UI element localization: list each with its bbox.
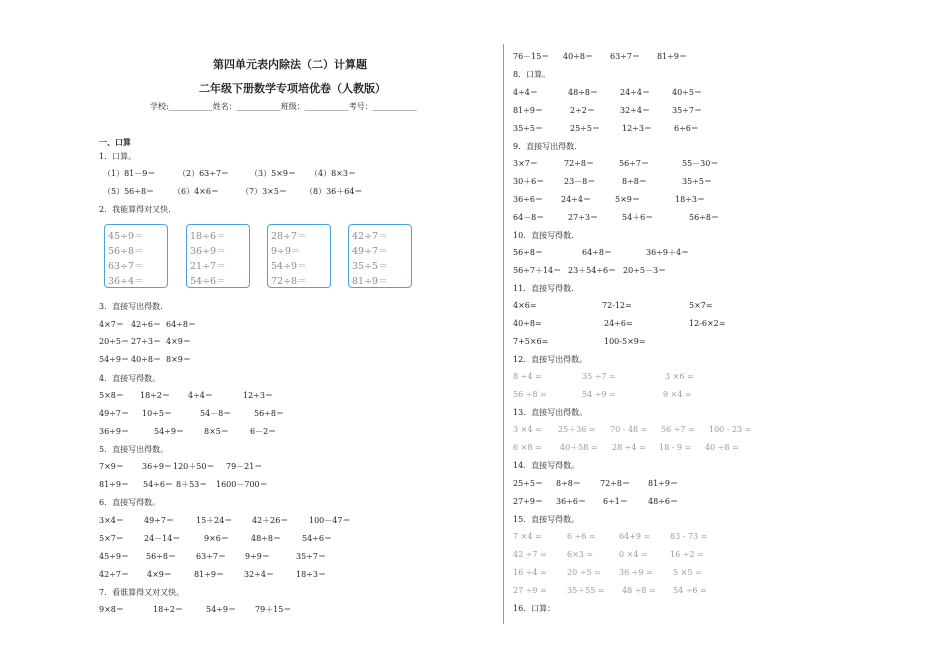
q3-item: 40÷8＝: [131, 355, 161, 364]
q6-item: 15＋24＝: [196, 516, 233, 525]
box-item: 54÷6＝: [190, 276, 226, 287]
q8-item: 25÷5＝: [570, 124, 600, 133]
r-item: 76－15＝: [513, 52, 550, 61]
q8-item: 35÷7＝: [672, 106, 702, 115]
question-16-label: 16．口算：: [513, 604, 556, 613]
q5-item: 54÷6＝: [143, 480, 173, 489]
q6-item: 42÷7＝: [99, 570, 129, 579]
q11-item: 24÷6=: [604, 319, 633, 328]
q4-item: 4÷4＝: [188, 391, 213, 400]
q1-item: （6）4×6＝: [173, 187, 219, 196]
q12-item: 3 ×6 =: [665, 372, 694, 381]
question-14-label: 14．直接写得数。: [513, 461, 580, 470]
practice-box: [267, 224, 331, 288]
q11-item: 40÷8=: [513, 319, 542, 328]
q11-item: 4×6=: [513, 301, 537, 310]
question-15-label: 15．直接写得数。: [513, 515, 580, 524]
q13-item: 6 ×8 =: [513, 443, 542, 452]
q9-item: 56÷8＝: [689, 213, 719, 222]
q11-item: 72-12=: [602, 301, 632, 310]
q4-item: 49÷7＝: [99, 409, 129, 418]
q13-item: 28 ÷4 =: [612, 443, 646, 452]
q4-item: 18÷2＝: [140, 391, 170, 400]
q14-item: 25÷5＝: [513, 479, 543, 488]
box-item: 56÷8＝: [108, 246, 144, 257]
q12-item: 35 ÷7 =: [582, 372, 616, 381]
q5-item: 36÷9＝: [142, 462, 172, 471]
q6-item: 56÷8＝: [146, 552, 176, 561]
q9-item: 24÷4＝: [561, 195, 591, 204]
q5-item: 79－21＝: [226, 462, 263, 471]
box-item: 36÷9＝: [190, 246, 226, 257]
q9-item: 35÷5＝: [682, 177, 712, 186]
q12-item: 8 ÷4 =: [513, 372, 542, 381]
q6-item: 49÷7＝: [144, 516, 174, 525]
q3-item: 42÷6＝: [131, 320, 161, 329]
q15-item: 48 ÷8 =: [622, 586, 656, 595]
q6-item: 45÷9＝: [99, 552, 129, 561]
q5-item: 8＋53＝: [176, 480, 208, 489]
q15-item: 64+9 =: [619, 532, 651, 541]
q13-item: 40＋58 =: [560, 443, 598, 452]
q15-item: 7 ×4 =: [513, 532, 542, 541]
q13-item: 18 - 9 =: [659, 443, 692, 452]
q6-item: 42＋26＝: [252, 516, 289, 525]
q4-item: 36÷9＝: [99, 427, 129, 436]
q9-item: 54＋6＝: [622, 213, 654, 222]
q4-item: 54－8＝: [200, 409, 232, 418]
q6-item: 48÷8＝: [251, 534, 281, 543]
q3-item: 8×9＝: [166, 355, 191, 364]
q14-item: 81÷9＝: [648, 479, 678, 488]
q13-item: 100 - 23 =: [709, 425, 752, 434]
q4-item: 54÷9＝: [154, 427, 184, 436]
question-4-label: 4．直接写得数。: [99, 374, 161, 383]
q8-item: 35÷5＝: [513, 124, 543, 133]
question-3-label: 3．直接写出得数.: [99, 302, 163, 311]
q9-item: 30＋6＝: [513, 177, 545, 186]
q9-item: 5×9＝: [615, 195, 640, 204]
column-divider: [503, 44, 504, 624]
q12-item: 54 ÷9 =: [582, 390, 616, 399]
q8-item: 4÷4＝: [513, 88, 538, 97]
q8-item: 2÷2＝: [570, 106, 595, 115]
q4-item: 8×5＝: [204, 427, 229, 436]
q9-item: 3×7＝: [513, 159, 538, 168]
practice-box: [348, 224, 412, 288]
q1-item: （7）3×5＝: [241, 187, 287, 196]
q11-item: 100-5×9=: [604, 337, 646, 346]
q14-item: 6÷1＝: [603, 497, 628, 506]
q4-item: 12÷3＝: [243, 391, 273, 400]
q15-item: 20 ÷5 =: [567, 568, 601, 577]
q12-item: 56 ÷8 =: [513, 390, 547, 399]
q14-item: 8÷8＝: [556, 479, 581, 488]
box-item: 9÷9＝: [271, 246, 301, 257]
q5-item: 120＋50＝: [173, 462, 215, 471]
box-item: 28÷7＝: [271, 231, 307, 242]
q1-item: （5）56÷8＝: [103, 187, 155, 196]
question-12-label: 12．直接写出得数。: [513, 355, 588, 364]
q13-item: 3 ×4 =: [513, 425, 542, 434]
q13-item: 56 ÷7 =: [661, 425, 695, 434]
q10-item: 56÷7＋14＝: [513, 266, 562, 275]
q14-item: 36÷6＝: [556, 497, 586, 506]
q6-item: 5×7＝: [99, 534, 124, 543]
q15-item: 16 ÷2 =: [670, 550, 704, 559]
q7-item: 54÷9＝: [206, 605, 236, 614]
box-item: 45÷9＝: [108, 231, 144, 242]
q8-item: 6÷6＝: [674, 124, 699, 133]
practice-box: [104, 224, 168, 288]
q6-item: 4×9＝: [147, 570, 172, 579]
q15-item: 83 - 73 =: [670, 532, 708, 541]
q10-item: 20÷5－3＝: [623, 266, 667, 275]
q15-item: 16 ÷4 =: [513, 568, 547, 577]
q8-item: 32÷4＝: [620, 106, 650, 115]
q1-item: （3）5×9＝: [250, 169, 296, 178]
q10-item: 64÷8＝: [582, 248, 612, 257]
question-2-label: 2．我能算得对又快.: [99, 205, 171, 214]
question-8-label: 8．口算。: [513, 70, 551, 79]
q9-item: 72÷8＝: [564, 159, 594, 168]
q14-item: 27÷9＝: [513, 497, 543, 506]
student-info-line: 学校:___________姓名：___________班级：___________考号：___________: [150, 102, 417, 111]
q10-item: 23＋54÷6＝: [568, 266, 617, 275]
q5-item: 81÷9＝: [99, 480, 129, 489]
page-title: 第四单元表内除法（二）计算题: [213, 58, 367, 71]
box-item: 36÷4＝: [108, 276, 144, 287]
q6-item: 32÷4＝: [244, 570, 274, 579]
q6-item: 18÷3＝: [296, 570, 326, 579]
q15-item: 27 ÷9 =: [513, 586, 547, 595]
q8-item: 48÷8＝: [568, 88, 598, 97]
box-item: 54÷9＝: [271, 261, 307, 272]
q3-item: 4×9＝: [166, 337, 191, 346]
q5-item: 7×9＝: [99, 462, 124, 471]
q10-item: 36÷9＋4＝: [646, 248, 690, 257]
q15-item: 36 ÷9 =: [619, 568, 653, 577]
q7-item: 9×8＝: [99, 605, 124, 614]
r-item: 81÷9＝: [657, 52, 687, 61]
box-item: 18÷6＝: [190, 231, 226, 242]
box-item: 81÷9＝: [352, 276, 388, 287]
practice-box: [186, 224, 250, 288]
q6-item: 9×6＝: [204, 534, 229, 543]
q8-item: 24÷4＝: [620, 88, 650, 97]
q4-item: 10÷5＝: [142, 409, 172, 418]
q8-item: 40÷5＝: [672, 88, 702, 97]
q7-item: 79＋15＝: [255, 605, 292, 614]
q9-item: 27÷3＝: [568, 213, 598, 222]
question-13-label: 13．直接写出得数。: [513, 408, 588, 417]
q8-item: 12÷3＝: [622, 124, 652, 133]
r-item: 63÷7＝: [610, 52, 640, 61]
page-subtitle: 二年级下册数学专项培优卷（人教版）: [199, 82, 386, 95]
question-1-label: 1．口算。: [99, 152, 137, 161]
q9-item: 23－8＝: [564, 177, 596, 186]
question-11-label: 11．直接写得数.: [513, 284, 574, 293]
box-item: 21÷7＝: [190, 261, 226, 272]
question-10-label: 10．直接写得数.: [513, 231, 574, 240]
question-6-label: 6．直接写得数。: [99, 498, 161, 507]
q4-item: 6－2＝: [250, 427, 277, 436]
box-item: 42÷7＝: [352, 231, 388, 242]
q6-item: 100－47＝: [309, 516, 351, 525]
box-item: 72÷8＝: [271, 276, 307, 287]
q3-item: 27÷3＝: [131, 337, 161, 346]
q6-item: 3×4＝: [99, 516, 124, 525]
question-9-label: 9．直接写出得数.: [513, 142, 577, 151]
q13-item: 70 - 48 =: [610, 425, 648, 434]
q8-item: 81÷9＝: [513, 106, 543, 115]
q6-item: 81÷9＝: [194, 570, 224, 579]
q13-item: 40 ÷8 =: [705, 443, 739, 452]
q9-item: 55－30＝: [682, 159, 719, 168]
q6-item: 54÷6＝: [302, 534, 332, 543]
q1-item: （4）8×3＝: [310, 169, 356, 178]
q15-item: 0 ×4 =: [619, 550, 648, 559]
q6-item: 63÷7＝: [196, 552, 226, 561]
q10-item: 56÷8＝: [513, 248, 543, 257]
question-7-label: 7．看谁算得又对又快。: [99, 588, 185, 597]
q15-item: 54 ÷6 =: [673, 586, 707, 595]
q6-item: 35÷7＝: [296, 552, 326, 561]
q1-item: （2）63÷7＝: [178, 169, 230, 178]
r-item: 40÷8＝: [563, 52, 593, 61]
box-item: 63÷7＝: [108, 261, 144, 272]
q14-item: 48÷6＝: [648, 497, 678, 506]
q1-item: （8）36＋64＝: [305, 187, 363, 196]
q3-item: 54÷9＝: [99, 355, 129, 364]
q3-item: 20÷5＝: [99, 337, 129, 346]
q11-item: 5×7=: [689, 301, 713, 310]
box-item: 35÷5＝: [352, 261, 388, 272]
q7-item: 18÷2＝: [153, 605, 183, 614]
q6-item: 9÷9＝: [245, 552, 270, 561]
q15-item: 5 ×5 =: [673, 568, 702, 577]
q4-item: 5×8＝: [99, 391, 124, 400]
q15-item: 6 ÷6 =: [567, 532, 596, 541]
q1-item: （1）81－9＝: [103, 169, 156, 178]
q9-item: 64－8＝: [513, 213, 545, 222]
q3-item: 4×7＝: [99, 320, 124, 329]
section-oral-calculation: 一、口算: [99, 138, 131, 147]
q4-item: 56÷8＝: [254, 409, 284, 418]
q9-item: 56÷7＝: [619, 159, 649, 168]
q13-item: 25＋36 =: [558, 425, 596, 434]
box-item: 49÷7＝: [352, 246, 388, 257]
q14-item: 72÷8＝: [600, 479, 630, 488]
q11-item: 7+5×6=: [513, 337, 549, 346]
q15-item: 6×3 =: [567, 550, 594, 559]
q15-item: 42 ÷7 =: [513, 550, 547, 559]
q9-item: 18÷3＝: [675, 195, 705, 204]
q3-item: 64÷8＝: [166, 320, 196, 329]
q11-item: 12-6×2=: [689, 319, 726, 328]
q9-item: 36÷6＝: [513, 195, 543, 204]
q12-item: 9 ×4 =: [663, 390, 692, 399]
q5-item: 1600－700＝: [216, 480, 268, 489]
question-5-label: 5．直接写出得数。: [99, 445, 169, 454]
q9-item: 8÷8＝: [622, 177, 647, 186]
q6-item: 24－14＝: [144, 534, 181, 543]
q15-item: 35＋55 =: [567, 586, 605, 595]
